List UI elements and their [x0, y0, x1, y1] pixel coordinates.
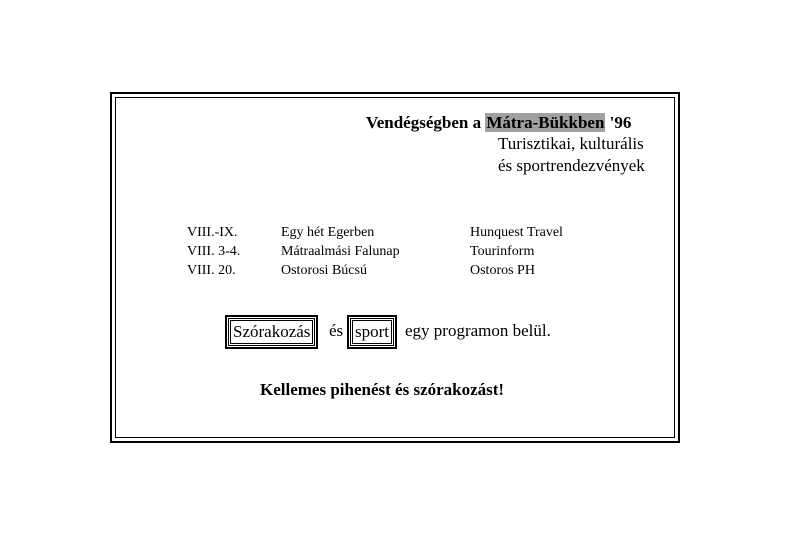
slogan-rest: egy programon belül.: [405, 321, 551, 340]
event-organizer: Ostoros PH: [470, 263, 535, 278]
event-organizer: Hunquest Travel: [470, 225, 563, 240]
event-name: Mátraalmási Falunap: [281, 244, 400, 259]
event-name: Ostorosi Búcsú: [281, 263, 367, 278]
slogan-word-sport: sport: [350, 318, 394, 346]
closing-message: Kellemes pihenést és szórakozást!: [260, 380, 505, 399]
event-date: VIII. 3-4.: [187, 244, 241, 259]
title-block: [366, 112, 631, 134]
event-organizer: Tourinform: [470, 244, 535, 259]
subtitle-line-1: Turisztikai, kulturális: [498, 134, 644, 153]
slogan-connector: és: [329, 321, 344, 340]
event-date: VIII.-IX.: [187, 225, 238, 240]
title-highlight: Mátra-Bükkben: [486, 113, 605, 132]
event-name: Egy hét Egerben: [281, 225, 375, 240]
slogan-word-entertainment: Szórakozás: [228, 318, 315, 346]
subtitle-line-2: és sportrendezvények: [498, 156, 645, 175]
page-title: [366, 112, 631, 134]
title-suffix: '96: [605, 113, 632, 132]
event-date: VIII. 20.: [187, 263, 236, 278]
title-prefix: Vendégségben a: [366, 113, 486, 132]
